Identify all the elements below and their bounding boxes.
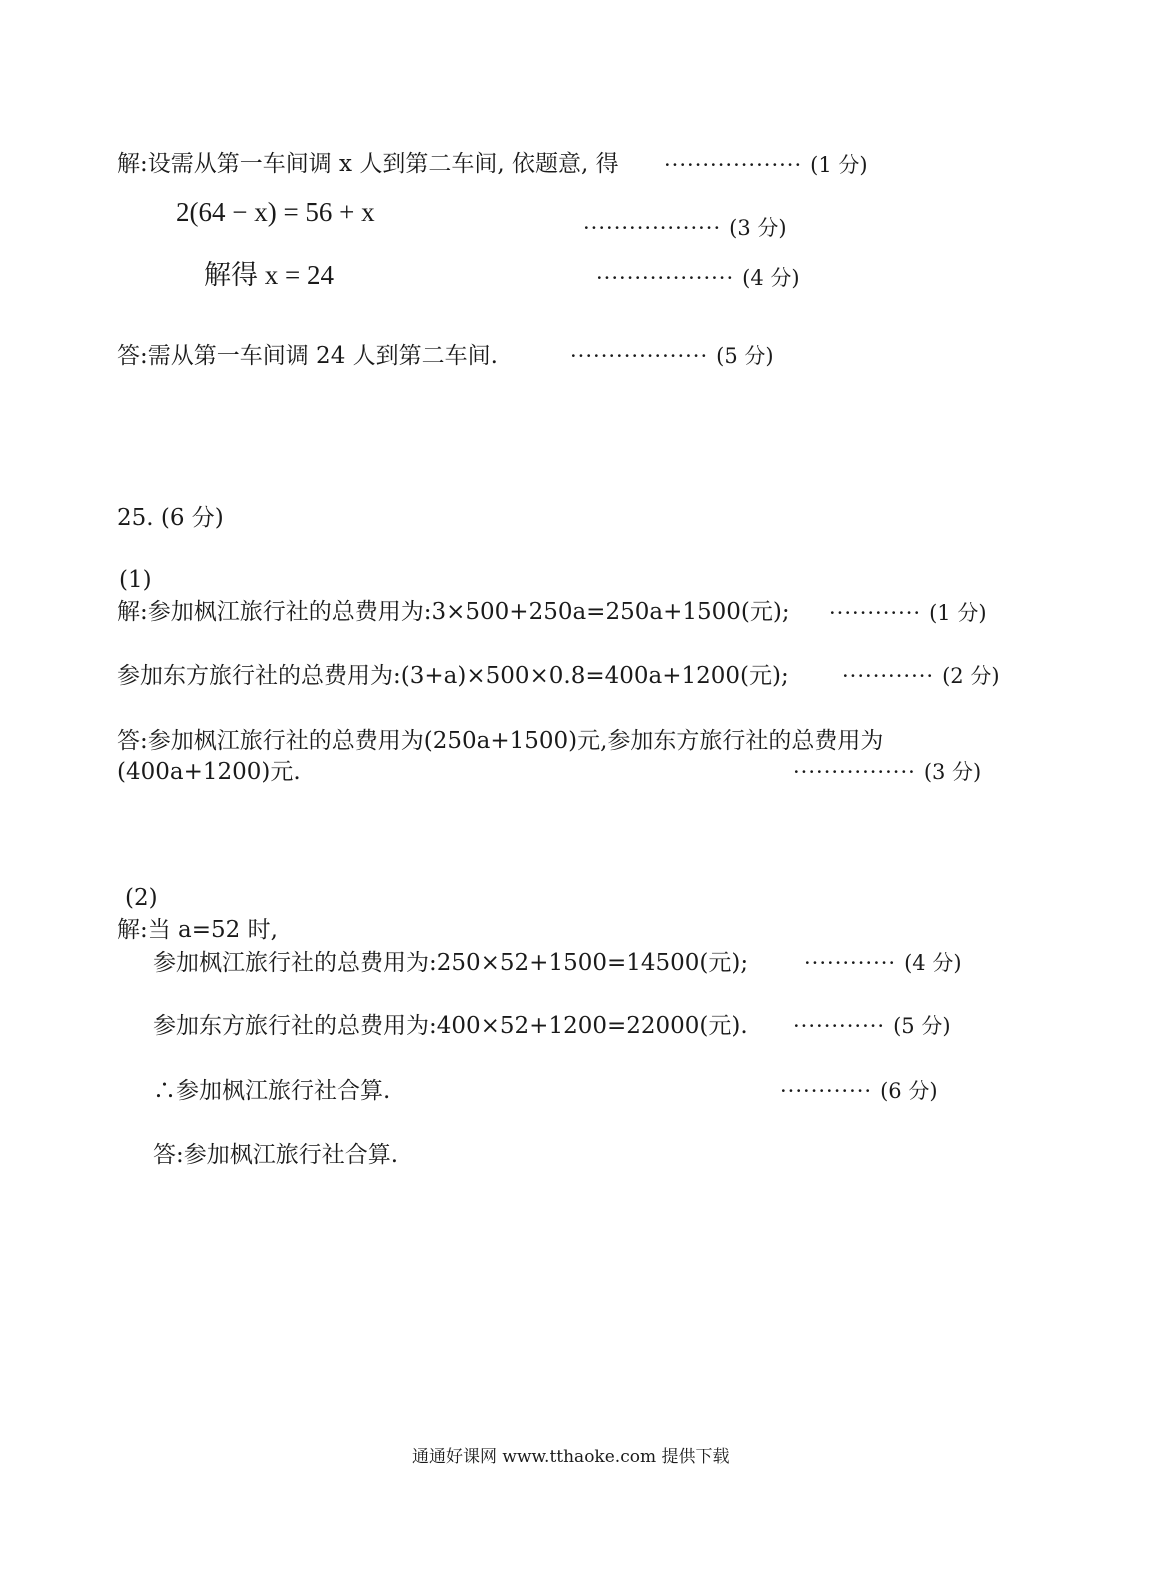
part-2-label: (2) [125,885,158,911]
part-2-line-3: ∴参加枫江旅行社合算. [153,1078,391,1104]
equation: 2(64 − x) = 56 + x [176,197,375,227]
part-2-intro: 解:当 a=52 时, [117,917,278,943]
score-mark: ·················· (4 分) [596,266,800,290]
part-1-label: (1) [119,567,152,593]
part-2-answer: 答:参加枫江旅行社合算. [153,1142,399,1168]
page-footer: 通通好课网 www.tthaoke.com 提供下载 [412,1447,730,1467]
prev-setup-text: 解:设需从第一车间调 x 人到第二车间, 依题意, 得 [117,151,619,177]
part-1-answer-b: (400a+1200)元. [117,759,301,785]
prev-setup-line [117,150,619,178]
score-mark: ············ (6 分) [780,1079,938,1103]
score-mark: ············ (1 分) [829,601,987,625]
part-1-answer-a: 答:参加枫江旅行社的总费用为(250a+1500)元,参加东方旅行社的总费用为 [117,728,884,754]
score-mark: ············ (5 分) [793,1014,951,1038]
solve-line: 解得 x = 24 [204,260,334,290]
score-mark: ·················· (1 分) [664,153,868,177]
part-2-line-1: 参加枫江旅行社的总费用为:250×52+1500=14500(元); [153,950,749,976]
part-1-line-1: 解:参加枫江旅行社的总费用为:3×500+250a=250a+1500(元); [117,599,790,625]
score-mark: ················ (3 分) [793,760,982,784]
score-mark: ············ (2 分) [842,664,1000,688]
score-mark: ·················· (3 分) [583,216,787,240]
part-1-line-2: 参加东方旅行社的总费用为:(3+a)×500×0.8=400a+1200(元); [117,663,789,689]
score-mark: ············ (4 分) [804,951,962,975]
part-2-line-2: 参加东方旅行社的总费用为:400×52+1200=22000(元). [153,1013,748,1039]
problem-heading: 25. (6 分) [117,505,224,531]
score-mark: ·················· (5 分) [570,344,774,368]
prev-answer-line: 答:需从第一车间调 24 人到第二车间. [117,343,498,369]
